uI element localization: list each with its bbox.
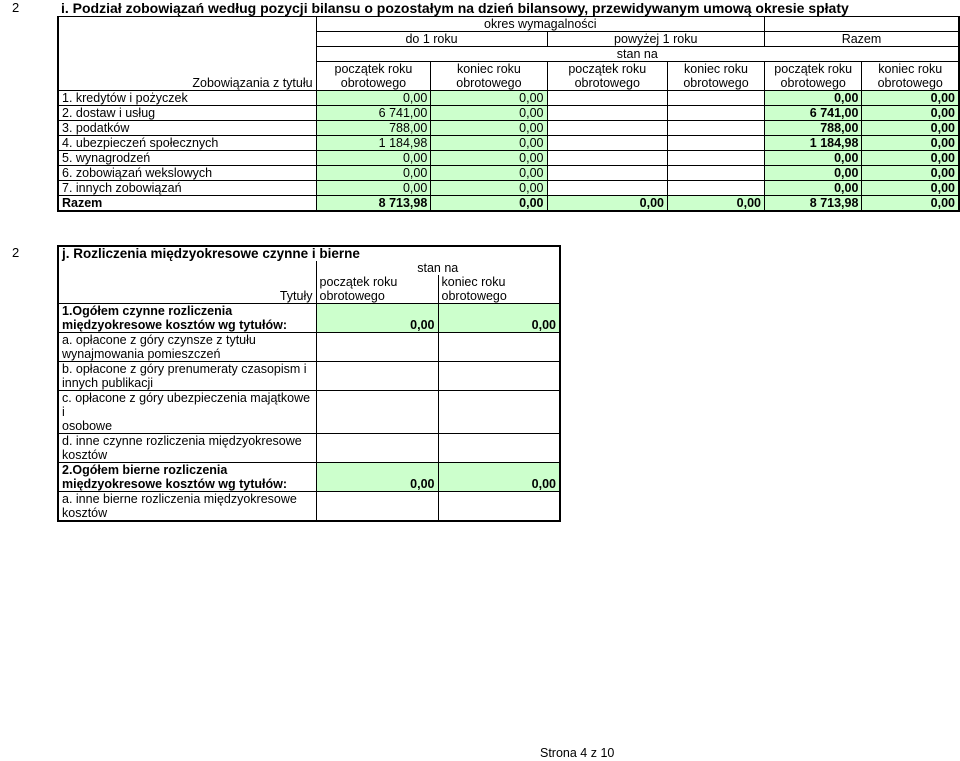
accrual-label-line2: międzyokresowe kosztów wg tytułów: (62, 477, 288, 491)
accrual-cell-k (438, 434, 560, 463)
total-razem-koniec: 0,00 (862, 196, 959, 212)
t2-header-stan-na: stan na (316, 261, 560, 275)
cell-rk: 0,00 (862, 166, 959, 181)
row-label: 7. innych zobowiązań (58, 181, 316, 196)
liability-row (58, 136, 959, 151)
total-powyzej-koniec: 0,00 (668, 196, 765, 212)
cell-d1k: 0,00 (431, 136, 547, 151)
accrual-label (58, 391, 316, 434)
header-koniec: koniec roku (862, 62, 959, 77)
cell-p1p (547, 106, 668, 121)
liability-row (58, 151, 959, 166)
cell-d1p: 1 184,98 (316, 136, 431, 151)
accruals-table (57, 245, 561, 522)
accrual-label-line1: c. opłacone z góry ubezpieczenia majątkowe i (62, 391, 311, 419)
cell-d1k: 0,00 (431, 181, 547, 196)
cell-d1k: 0,00 (431, 106, 547, 121)
section-title-2: j. Rozliczenia międzyokresowe czynne i bierne (62, 246, 360, 261)
accrual-label-line2: międzyokresowe kosztów wg tytułów: (62, 318, 288, 332)
header-poczatek: początek roku (316, 62, 431, 77)
header-koniec: koniec roku (431, 62, 547, 77)
row-label: 5. wynagrodzeń (58, 151, 316, 166)
accrual-cell-k: 0,00 (438, 304, 560, 333)
header-obrotowego: obrotowego (764, 76, 861, 91)
cell-d1p: 0,00 (316, 91, 431, 106)
section-number-2: 2 (12, 245, 20, 260)
accrual-label (58, 492, 316, 522)
t2-header-obrotowego: obrotowego (438, 289, 560, 304)
accrual-label (58, 434, 316, 463)
accrual-row (58, 434, 560, 463)
accrual-label-line2: osobowe (62, 419, 113, 433)
header-okres: okres wymagalności (316, 17, 764, 32)
header-obrotowego: obrotowego (862, 76, 959, 91)
accrual-label-line1: 1.Ogółem czynne rozliczenia (62, 304, 233, 318)
accrual-label-line1: 2.Ogółem bierne rozliczenia (62, 463, 228, 477)
row-label: 3. podatków (58, 121, 316, 136)
header-powyzej1: powyżej 1 roku (547, 32, 764, 47)
liability-row (58, 91, 959, 106)
accrual-row (58, 391, 560, 434)
cell-p1k (668, 151, 765, 166)
accrual-row (58, 304, 560, 333)
header-obrotowego: obrotowego (668, 76, 765, 91)
header-obrotowego: obrotowego (316, 76, 431, 91)
cell-rk: 0,00 (862, 181, 959, 196)
cell-p1k (668, 106, 765, 121)
accrual-cell-p (316, 333, 438, 362)
cell-p1p (547, 181, 668, 196)
liability-row (58, 181, 959, 196)
cell-rk: 0,00 (862, 136, 959, 151)
accrual-cell-k (438, 362, 560, 391)
liabilities-table (57, 16, 960, 212)
cell-rp: 6 741,00 (764, 106, 861, 121)
accrual-cell-k: 0,00 (438, 463, 560, 492)
cell-d1k: 0,00 (431, 121, 547, 136)
header-stan-na: stan na (316, 47, 959, 62)
cell-d1p: 0,00 (316, 181, 431, 196)
accrual-label-line2: wynajmowania pomieszczeń (62, 347, 221, 361)
accrual-row (58, 362, 560, 391)
accrual-cell-p (316, 492, 438, 522)
cell-d1p: 6 741,00 (316, 106, 431, 121)
accrual-label-line2: kosztów (62, 448, 108, 462)
t2-header-col-label: Tytuły (58, 289, 316, 304)
accrual-cell-p: 0,00 (316, 463, 438, 492)
accrual-row (58, 333, 560, 362)
total-razem-poczatek: 8 713,98 (764, 196, 861, 212)
header-koniec: koniec roku (668, 62, 765, 77)
header-poczatek: początek roku (764, 62, 861, 77)
accrual-cell-p (316, 391, 438, 434)
header-poczatek: początek roku (547, 62, 668, 77)
liability-row (58, 166, 959, 181)
cell-p1k (668, 91, 765, 106)
header-obrotowego: obrotowego (431, 76, 547, 91)
accrual-cell-p (316, 362, 438, 391)
cell-rp: 0,00 (764, 181, 861, 196)
accrual-label (58, 304, 316, 333)
accrual-label-line1: b. opłacone z góry prenumeraty czasopism i (62, 362, 307, 376)
total-powyzej-poczatek: 0,00 (547, 196, 668, 212)
accrual-cell-k (438, 333, 560, 362)
cell-d1p: 788,00 (316, 121, 431, 136)
cell-d1k: 0,00 (431, 91, 547, 106)
cell-p1p (547, 121, 668, 136)
accrual-label-line1: a. inne bierne rozliczenia międzyokresowe (62, 492, 297, 506)
row-label: 6. zobowiązań wekslowych (58, 166, 316, 181)
header-obrotowego: obrotowego (547, 76, 668, 91)
row-label: 4. ubezpieczeń społecznych (58, 136, 316, 151)
header-razem: Razem (764, 32, 959, 47)
accrual-label (58, 333, 316, 362)
total-do1-poczatek: 8 713,98 (316, 196, 431, 212)
accrual-label-line1: d. inne czynne rozliczenia międzyokresowe (62, 434, 302, 448)
accrual-label (58, 463, 316, 492)
cell-rp: 788,00 (764, 121, 861, 136)
section-number-1: 2 (12, 0, 20, 15)
header-do1: do 1 roku (316, 32, 547, 47)
total-label: Razem (58, 196, 316, 212)
cell-p1p (547, 166, 668, 181)
cell-rp: 0,00 (764, 91, 861, 106)
accrual-cell-p (316, 434, 438, 463)
accrual-label-line1: a. opłacone z góry czynsze z tytułu (62, 333, 256, 347)
cell-d1k: 0,00 (431, 166, 547, 181)
accrual-cell-p: 0,00 (316, 304, 438, 333)
row-label: 2. dostaw i usług (58, 106, 316, 121)
cell-rk: 0,00 (862, 106, 959, 121)
cell-rk: 0,00 (862, 91, 959, 106)
cell-rp: 0,00 (764, 166, 861, 181)
cell-rk: 0,00 (862, 121, 959, 136)
t2-header-poczatek: początek roku (316, 275, 438, 289)
total-do1-koniec: 0,00 (431, 196, 547, 212)
cell-p1k (668, 181, 765, 196)
cell-p1p (547, 136, 668, 151)
cell-p1k (668, 121, 765, 136)
cell-d1k: 0,00 (431, 151, 547, 166)
cell-p1p (547, 91, 668, 106)
t2-header-koniec: koniec roku (438, 275, 560, 289)
liability-row (58, 121, 959, 136)
section-title-1: i. Podział zobowiązań według pozycji bilansu o pozostałym na dzień bilansowy, przewidywanym umową okresie spłaty (61, 0, 849, 16)
cell-rp: 1 184,98 (764, 136, 861, 151)
accrual-label-line2: kosztów (62, 506, 108, 520)
cell-p1k (668, 166, 765, 181)
accrual-label-line2: innych publikacji (62, 376, 154, 390)
cell-rk: 0,00 (862, 151, 959, 166)
cell-p1p (547, 151, 668, 166)
cell-d1p: 0,00 (316, 166, 431, 181)
cell-p1k (668, 136, 765, 151)
page-footer: Strona 4 z 10 (540, 746, 615, 760)
header-col-label: Zobowiązania z tytułu (58, 76, 316, 91)
row-label: 1. kredytów i pożyczek (58, 91, 316, 106)
accrual-cell-k (438, 391, 560, 434)
accrual-row (58, 463, 560, 492)
cell-d1p: 0,00 (316, 151, 431, 166)
cell-rp: 0,00 (764, 151, 861, 166)
accrual-row (58, 492, 560, 522)
t2-header-obrotowego: obrotowego (316, 289, 438, 304)
accrual-label (58, 362, 316, 391)
accrual-cell-k (438, 492, 560, 522)
liability-row (58, 106, 959, 121)
